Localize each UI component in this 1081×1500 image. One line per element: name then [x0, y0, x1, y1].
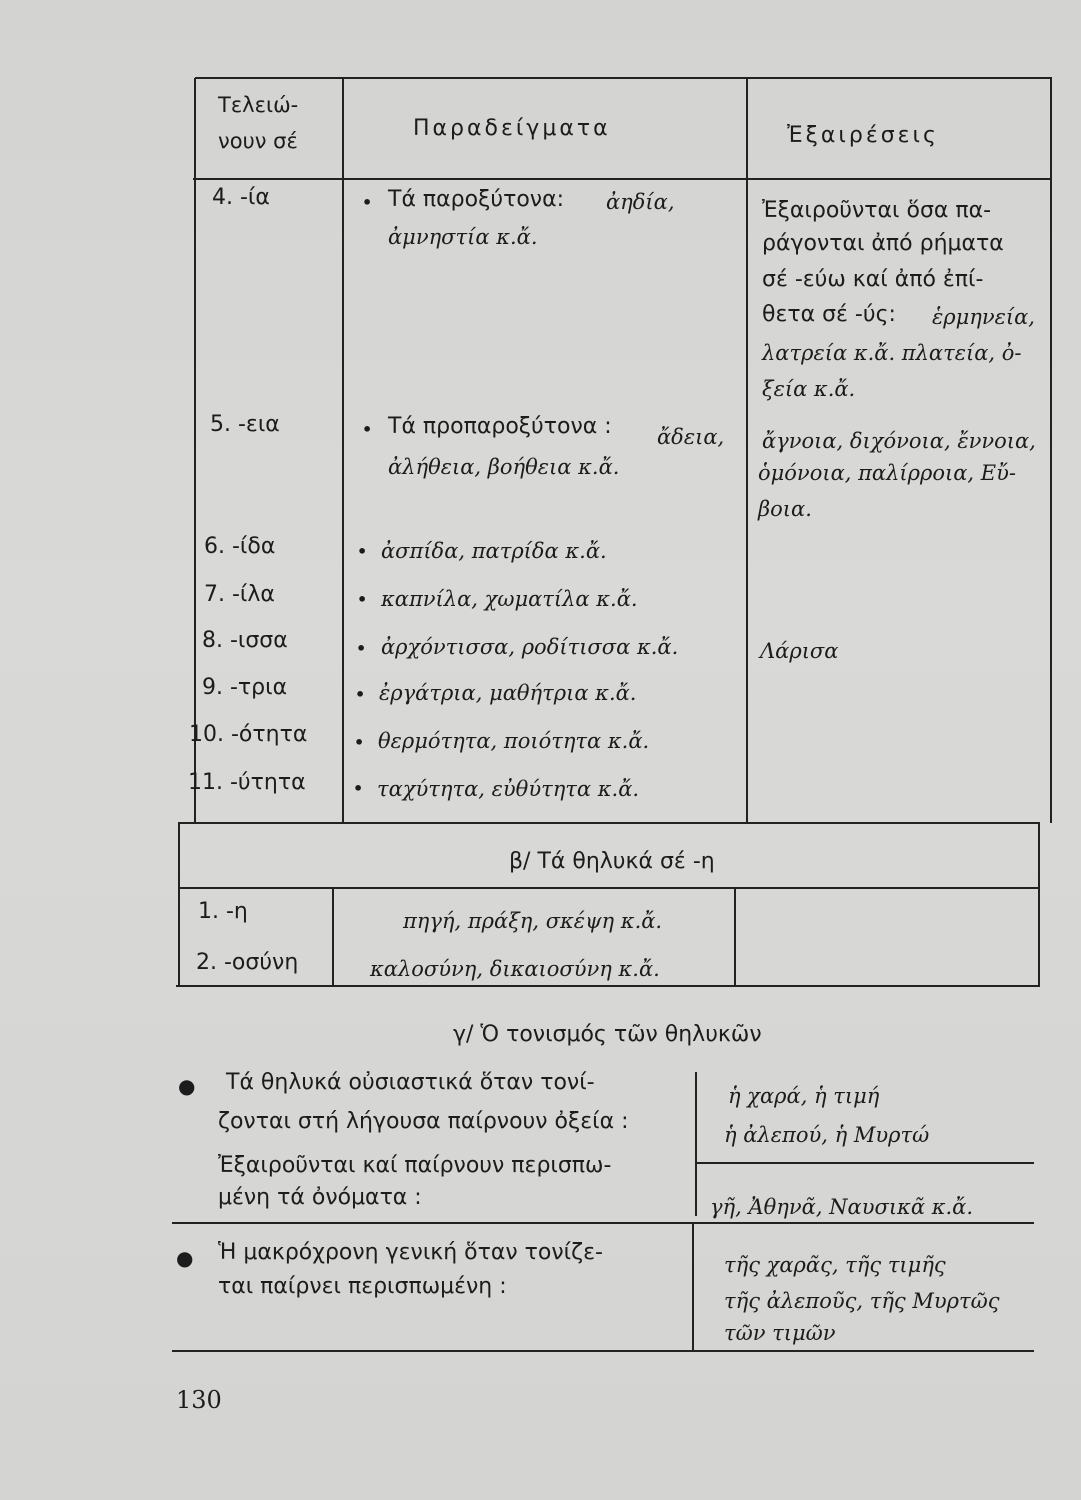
row-8-ending: 8. -ισσα — [202, 628, 288, 653]
rule-2-example-1: τῆς χαρᾶς, τῆς τιμῆς — [724, 1253, 946, 1277]
row-9-ending: 9. -τρια — [202, 675, 288, 700]
left-border — [194, 78, 196, 823]
row-5-exc-line1: ἄγνοια, διχόνοια, ἔννοια, — [762, 429, 1036, 453]
rule-1-line1: Τά θηλυκά οὐσιαστικά ὅταν τονί- — [226, 1070, 595, 1095]
header-bottom-line — [193, 178, 1052, 180]
row-8-exception: Λάρισα — [760, 639, 839, 663]
table-top-border — [195, 77, 1052, 79]
row-10-ending: 10. -ότητα — [189, 722, 308, 747]
rule-1-line2: ζονται στή λήγουσα παίρνουν ὀξεία : — [218, 1109, 629, 1134]
row-b2-ending: 2. -οσύνη — [196, 950, 299, 975]
rules-divider-vertical-1 — [695, 1072, 697, 1216]
rule-2-line2: ται παίρνει περισπωμένη : — [218, 1274, 507, 1299]
row-4-exc-line4: θετα σέ -ύς: — [762, 302, 896, 327]
row-4-exc-line4b: ἑρμηνεία, — [932, 305, 1035, 329]
rules-divider-vertical-2 — [692, 1222, 694, 1352]
col2-divider — [746, 78, 748, 823]
row-5-bullet: • — [362, 420, 373, 439]
rule-2-example-2: τῆς ἀλεποῦς, τῆς Μυρτῶς — [724, 1289, 1000, 1313]
row-7-example: καπνίλα, χωματίλα κ.ἄ. — [381, 587, 638, 611]
rule-1-line3: Ἐξαιροῦνται καί παίρνουν περισπω- — [218, 1153, 612, 1178]
row-5-example-2: ἀλήθεια, βοήθεια κ.ἄ. — [388, 455, 620, 479]
row-6-ending: 6. -ίδα — [204, 534, 276, 559]
col1-divider — [342, 78, 344, 823]
header-endings-line2: νουν σέ — [218, 129, 298, 153]
row-7-bullet: • — [357, 590, 368, 609]
rule-1-example-1: ἡ χαρά, ἡ τιμή — [728, 1084, 880, 1108]
row-b1-ending: 1. -η — [198, 899, 248, 924]
section-c-title: γ/ Ὁ τονισμός τῶν θηλυκῶν — [453, 1022, 762, 1047]
row-11-bullet: • — [353, 779, 364, 798]
row-9-bullet: • — [355, 685, 366, 704]
row-5-exc-line2: ὁμόνοια, παλίρροια, Εὔ- — [758, 461, 1016, 485]
rule-2-line1: Ἡ μακρόχρονη γενική ὅταν τονίζε- — [218, 1240, 603, 1265]
row-b2-example: καλοσύνη, δικαιοσύνη κ.ἄ. — [370, 957, 660, 981]
table-bottom-border — [176, 985, 1040, 987]
row-4-example-2: ἀμνηστία κ.ἄ. — [388, 225, 538, 249]
rule-1-line4: μένη τά ὀνόματα : — [218, 1185, 422, 1210]
row-4-example-1: ἀηδία, — [606, 190, 675, 214]
rules-divider-short — [695, 1162, 1034, 1164]
right-border — [1050, 78, 1052, 823]
row-10-bullet: • — [354, 733, 365, 752]
row-8-example: ἀρχόντισσα, ροδίτισσα κ.ἄ. — [381, 635, 679, 659]
row-4-example-lead: Τά παροξύτονα: — [388, 187, 565, 212]
col1-divider-lower — [332, 887, 334, 986]
section-b-top-line — [178, 822, 1040, 824]
row-4-bullet: • — [362, 193, 373, 212]
row-6-bullet: • — [357, 542, 368, 561]
row-5-ending: 5. -εια — [210, 412, 280, 437]
row-11-ending: 11. -ύτητα — [188, 770, 306, 795]
rule-1-bullet: ● — [178, 1074, 196, 1098]
row-5-example-lead: Τά προπαροξύτονα : — [388, 414, 612, 439]
rule-1-example-2: ἡ ἀλεπού, ἡ Μυρτώ — [724, 1123, 930, 1147]
row-5-example-1: ἄδεια, — [657, 425, 725, 449]
rule-1-example-3: γῆ, Ἀθηνᾶ, Ναυσικᾶ κ.ἄ. — [710, 1195, 973, 1219]
row-11-example: ταχύτητα, εὐθύτητα κ.ἄ. — [377, 777, 640, 801]
row-4-exc-line1: Ἐξαιροῦνται ὅσα πα- — [762, 198, 992, 223]
section-b-title: β/ Τά θηλυκά σέ -η — [509, 849, 715, 874]
row-4-exc-line6: ξεία κ.ἄ. — [762, 377, 856, 401]
row-10-example: θερμότητα, ποιότητα κ.ἄ. — [378, 729, 650, 753]
row-4-exc-line5: λατρεία κ.ἄ. πλατεία, ὀ- — [762, 341, 1022, 365]
section-b-bottom-line — [178, 887, 1040, 889]
row-9-example: ἐργάτρια, μαθήτρια κ.ἄ. — [379, 681, 637, 705]
row-8-bullet: • — [356, 639, 367, 658]
row-4-ending: 4. -ία — [212, 185, 270, 210]
header-examples: Παραδείγματα — [413, 116, 611, 141]
row-4-exc-line3: σέ -εύω καί ἀπό ἐπί- — [762, 267, 984, 292]
right-border-lower — [1038, 822, 1040, 987]
row-5-exc-line3: βοια. — [758, 497, 812, 521]
row-6-example: ἀσπίδα, πατρίδα κ.ἄ. — [381, 539, 607, 563]
header-exceptions: Ἐξαιρέσεις — [787, 123, 939, 148]
page-number: 130 — [176, 1386, 222, 1414]
left-border-lower — [178, 822, 180, 987]
row-b1-example: πηγή, πράξη, σκέψη κ.ἄ. — [403, 909, 663, 933]
rules-divider-horizontal — [172, 1222, 1034, 1224]
rules-bottom-line — [172, 1350, 1034, 1352]
row-4-exc-line2: ράγονται ἀπό ρήματα — [762, 231, 1004, 256]
rule-2-bullet: ● — [176, 1246, 194, 1270]
header-endings-line1: Τελειώ- — [218, 93, 299, 117]
row-7-ending: 7. -ίλα — [204, 582, 275, 607]
rule-2-example-3: τῶν τιμῶν — [724, 1321, 836, 1345]
col2-divider-lower — [734, 887, 736, 986]
